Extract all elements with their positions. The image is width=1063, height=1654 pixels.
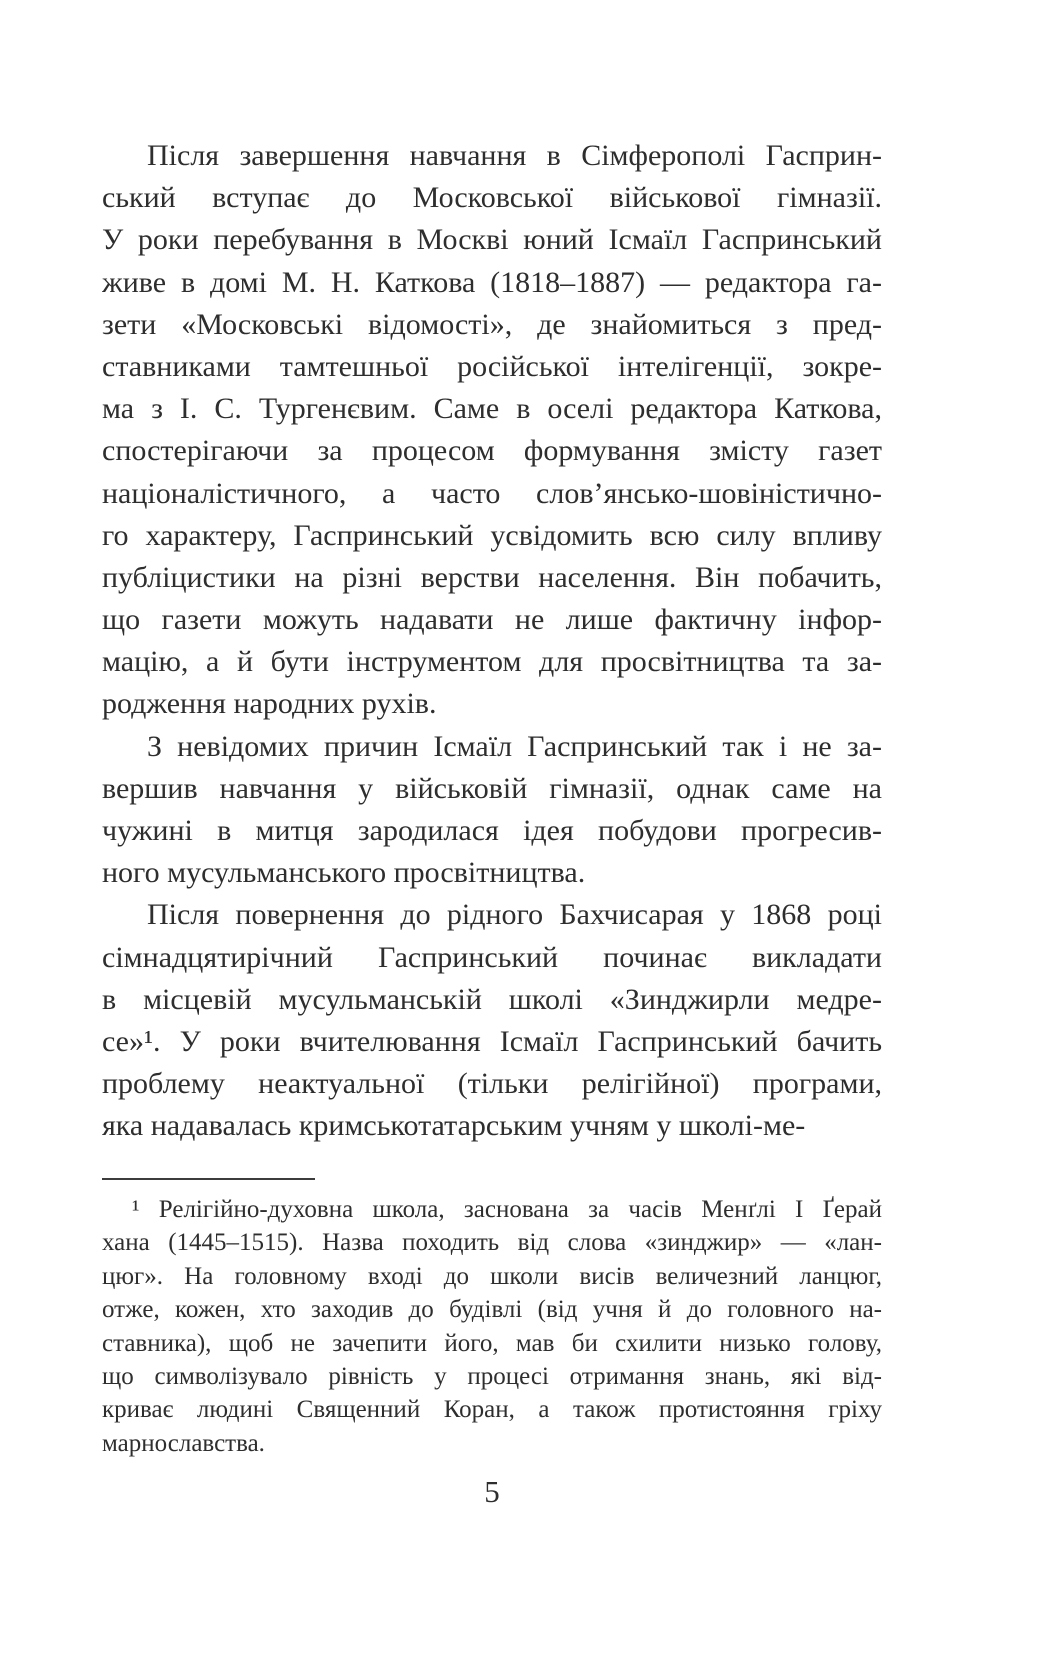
text-line: сімнадцятирічний Гаспринський починає викладати xyxy=(102,940,882,974)
text-line: ма з І. С. Тургенєвим. Саме в оселі редактора Каткова, xyxy=(102,392,882,426)
text-line: ський вступає до Московської військової гімназії. xyxy=(102,181,882,215)
text-line: в місцевій мусульманській школі «Зинджирли медре- xyxy=(102,982,882,1016)
footnote-line: ¹ Релігійно-духовна школа, заснована за часів Менґлі І Ґерай xyxy=(132,1196,882,1223)
text-line: ного мусульманського просвітництва. xyxy=(102,856,586,890)
text-line: мацію, а й бути інструментом для просвітництва та за- xyxy=(102,645,882,679)
footnote-line: криває людині Священний Коран, а також протистояння гріху xyxy=(102,1396,882,1424)
text-line: се»¹. У роки вчителювання Ісмаїл Гаспринський бачить xyxy=(102,1024,882,1058)
text-line: У роки перебування в Москві юний Ісмаїл Гаспринський xyxy=(102,223,882,257)
text-line: націоналістичного, а часто слов’янсько-шовіністично- xyxy=(102,476,882,510)
text-line: го характеру, Гаспринський усвідомить всю силу впливу xyxy=(102,518,882,552)
footnote-line: марнославства. xyxy=(102,1429,265,1457)
text-line: Після повернення до рідного Бахчисарая у 1868 році xyxy=(147,898,882,932)
text-line: проблему неактуальної (тільки релігійної) програми, xyxy=(102,1067,882,1101)
footnote-line: отже, кожен, хто заходив до будівлі (від учня й до головного на- xyxy=(102,1296,882,1324)
paragraph xyxy=(102,135,882,726)
footnote-separator xyxy=(102,1178,315,1180)
text-line: що газети можуть надавати не лише фактичну інфор- xyxy=(102,603,882,637)
text-line: живе в домі М. Н. Каткова (1818–1887) — редактора га- xyxy=(102,265,882,299)
text-line: родження народних рухів. xyxy=(102,687,437,721)
text-line: чужині в митця зародилася ідея побудови прогресив- xyxy=(102,814,882,847)
footnote-line: хана (1445–1515). Назва походить від слова «зинджир» — «лан- xyxy=(102,1229,882,1257)
text-line: публіцистики на різні верстви населення. Він побачить, xyxy=(102,560,882,594)
paragraph xyxy=(102,726,882,895)
footnote xyxy=(102,1193,882,1460)
text-line: З невідомих причин Ісмаїл Гаспринський так і не за- xyxy=(147,729,882,763)
page-number: 5 xyxy=(484,1474,500,1509)
paragraph xyxy=(102,894,882,1147)
text-line: спостерігаючи за процесом формування змісту газет xyxy=(102,434,882,468)
text-line: ставниками тамтешньої російської інтелігенції, зокре- xyxy=(102,349,882,383)
text-line: Після завершення навчання в Сімферополі Гасприн- xyxy=(147,139,882,172)
footnote-line: ставника), щоб не зачепити його, мав би схилити низько голову, xyxy=(102,1329,882,1357)
text-line: вершив навчання у військовій гімназії, однак саме на xyxy=(102,771,882,805)
text-line: зети «Московські відомості», де знайомиться з пред- xyxy=(102,307,882,341)
footnote-line: цюг». На головному вході до школи висів величезний ланцюг, xyxy=(102,1262,882,1290)
text-line: яка надавалась кримськотатарським учням у школі-ме- xyxy=(102,1109,806,1143)
body-text xyxy=(102,135,882,1148)
footnote-line: що символізувало рівність у процесі отримання знань, які від- xyxy=(102,1362,882,1390)
